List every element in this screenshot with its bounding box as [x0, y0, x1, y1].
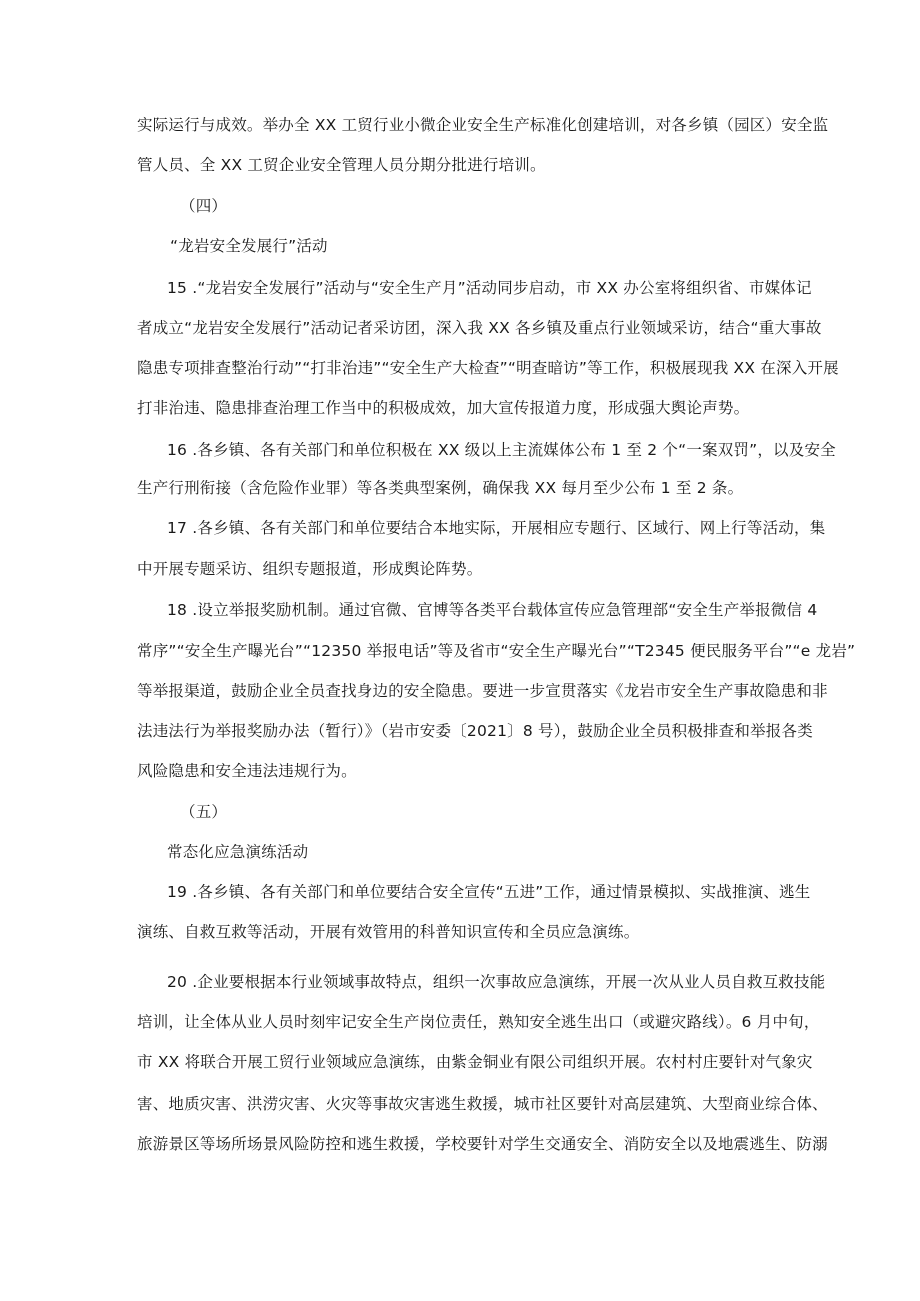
- section-heading-number: （四）: [180, 197, 228, 215]
- section-heading: “龙岩安全发展行”活动: [170, 237, 328, 255]
- text-line: 打非治违、隐患排查治理工作当中的积极成效，加大宣传报道力度，形成强大舆论声势。: [137, 399, 750, 417]
- text-line: 20 .企业要根据本行业领域事故特点，组织一次事故应急演练，开展一次从业人员自救互救技能: [167, 973, 826, 991]
- section-heading: 常态化应急演练活动: [167, 843, 309, 861]
- text-line: 中开展专题采访、组织专题报道，形成舆论阵势。: [137, 560, 483, 578]
- text-line: 旅游景区等场所场景风险防控和逃生救援，学校要针对学生交通安全、消防安全以及地震逃生、防溺: [137, 1135, 828, 1153]
- section-heading-number: （五）: [180, 803, 228, 821]
- text-line: 19 .各乡镇、各有关部门和单位要结合安全宣传“五进”工作，通过情景模拟、实战推演、逃生: [167, 883, 811, 901]
- text-line: 演练、自救互救等活动，开展有效管用的科普知识宣传和全员应急演练。: [137, 923, 640, 941]
- text-line: 法违法行为举报奖励办法（暂行）》（岩市安委〔2021〕8 号），鼓励企业全员积极排查和举报各类: [137, 722, 813, 740]
- text-line: 常序”“安全生产曝光台”“12350 举报电话”等及省市“安全生产曝光台”“T2345 便民服务平台”“e 龙岩”: [137, 642, 856, 660]
- text-line: 16 .各乡镇、各有关部门和单位积极在 XX 级以上主流媒体公布 1 至 2 个“一案双罚”，以及安全: [167, 441, 836, 459]
- text-line: 管人员、全 XX 工贸企业安全管理人员分期分批进行培训。: [137, 156, 546, 174]
- text-line: 害、地质灾害、洪涝灾害、火灾等事故灾害逃生救援，城市社区要针对高层建筑、大型商业综合体、: [137, 1095, 828, 1113]
- text-line: 15 .“龙岩安全发展行”活动与“安全生产月”活动同步启动，市 XX 办公室将组织省、市媒体记: [167, 279, 812, 297]
- text-line: 风险隐患和安全违法违规行为。: [137, 762, 357, 780]
- text-line: 18 .设立举报奖励机制。通过官微、官博等各类平台载体宣传应急管理部“安全生产举报微信 4: [167, 601, 818, 619]
- text-line: 17 .各乡镇、各有关部门和单位要结合本地实际，开展相应专题行、区域行、网上行等活动，集: [167, 519, 826, 537]
- text-line: 生产行刑衔接（含危险作业罪）等各类典型案例，确保我 XX 每月至少公布 1 至 2 条。: [137, 479, 744, 497]
- text-line: 隐患专项排查整治行动”“打非治违”“安全生产大检查”“明查暗访”等工作，积极展现我 XX 在深入开展: [137, 359, 839, 377]
- text-line: 市 XX 将联合开展工贸行业领域应急演练，由紫金铜业有限公司组织开展。农村村庄要针对气象灾: [137, 1053, 813, 1071]
- text-line: 等举报渠道，鼓励企业全员查找身边的安全隐患。要进一步宣贯落实《龙岩市安全生产事故隐患和非: [137, 682, 828, 700]
- text-line: 培训，让全体从业人员时刻牢记安全生产岗位责任，熟知安全逃生出口（或避灾路线）。6 月中旬，: [137, 1013, 820, 1031]
- text-line: 者成立“龙岩安全发展行”活动记者采访团，深入我 XX 各乡镇及重点行业领域采访，结合“重大事故: [137, 319, 822, 337]
- text-line: 实际运行与成效。举办全 XX 工贸行业小微企业安全生产标准化创建培训，对各乡镇（园区）安全监: [137, 116, 829, 134]
